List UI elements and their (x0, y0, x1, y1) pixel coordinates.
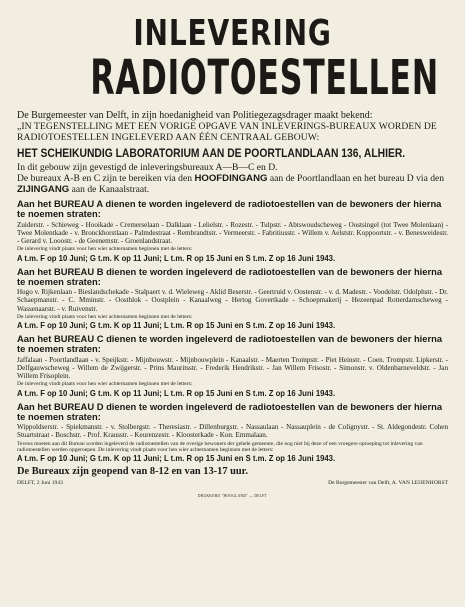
bureau-a-note: De inlevering vindt plaats voor hen wier achternamen beginnen met de letters: (17, 246, 193, 253)
bureau-b-heading: Aan het BUREAU B dienen te worden ingeleverd de radiotoestellen van de bewoners der hierna te noemen straten: (17, 265, 443, 287)
location-heading: HET SCHEIKUNDIG LABORATORIUM AAN DE POORTLANDLAAN 136, ALHIER. (17, 146, 406, 160)
bureau-d-note: Tevens moeten aan dit Bureau worden ingeleverd de radiotoestellen van de overige bewoners der gehele gemeente, die nog niet bij deze of een vroegere oproeping tot inlevering van radiotoestellen werden opgeroepen. De inlevering vindt plaats voor hen wier achternamen beginnen met de letters: (17, 440, 423, 453)
printer-credit: DRUKKERIJ "HOOGLAND" — DELFT (197, 494, 268, 499)
title-line-2: RADIOTOESTELLEN (90, 50, 439, 106)
bureau-b-section (17, 267, 448, 331)
bureau-c-note: De inlevering vindt plaats voor hen wier achternamen beginnen met de letters: (17, 381, 193, 388)
bureau-d-streets: Wippoldserstr. - Spiekmanstr. - v. Stolbergstr. - Theresiastr. - Dillenburgstr. - Nassaulaan - Nassauplein - de Colignystr. - St. Aldegondestr. Cohen Stuartstraat - Boschstr. - Prof. Krausstr. - Keurenzestr. - Kloosterkade - Kon. Emmalaan. (17, 423, 448, 440)
bureau-b-schedule: A t.m. F op 10 Juni; G t.m. K op 11 Juni; L t.m. R op 15 Juni en S t.m. Z op 16 Juni 1943. (17, 320, 336, 330)
bureau-b-note: De inlevering vindt plaats voor hen wier achternamen beginnen met de letters: (17, 313, 193, 320)
announcement-text: „IN TEGENSTELLING MET EEN VORIGE OPGAVE VAN INLEVERINGS-BUREAUX WORDEN DE RADIOTOESTELLEN INGELEVERD AAN ÉÉN CENTRAAL GEBOUW: (17, 121, 437, 143)
bureau-c-streets: Jaffalaan - Poortlandlaan - v. Speijkstr. - Mijnbouwstr. - Mijnbouwplein - Kanaalstr. - Maerten Trompstr. - Piet Heinstr. - Coen. Trompstr. Lipkerstr. - Delfgauwscheweg - Willem de Zwijgerstr. - Prins Mauritsstr. - Frederik Hendrikstr. - Jan Willem Frisostr. - Simonstr. v. Oldenbarneveldstr. - Jan Willem Frisoplein. (17, 355, 448, 380)
zijingang-label: ZIJINGANG (17, 184, 70, 195)
bureau-d-heading: Aan het BUREAU D dienen te worden ingeleverd de radiotoestellen van de bewoners der hierna te noemen straten: (17, 400, 443, 422)
access-part-1: De bureaux A-B en C zijn te bereiken via den (17, 173, 195, 184)
hoofdingang-label: HOOFDINGANG (194, 173, 268, 184)
footer-date: DELFT, 2 Juni 1943 (17, 480, 63, 487)
access-text (17, 173, 448, 195)
bureau-c-section (17, 334, 448, 398)
bureau-c-schedule: A t.m. F op 10 Juni; G t.m. K op 11 Juni; L t.m. R op 15 Juni en S t.m. Z op 16 Juni 1943. (17, 387, 336, 398)
bureau-c-heading: Aan het BUREAU C dienen te worden ingeleverd de radiotoestellen van de bewoners der hierna te noemen straten: (17, 333, 443, 355)
access-part-2: aan de Poortlandlaan en het bureau D via den (267, 173, 445, 184)
bureau-a-schedule: A t.m. F op 10 Juni; G t.m. K op 11 Juni; L t.m. R op 15 Juni en S t.m. Z op 16 Juni 1943. (17, 252, 336, 263)
footer-signature: De Burgemeester van Delft, A. VAN LEIJENHORST (328, 480, 448, 487)
bureau-a-streets: Zuiderstr. - Schieweg - Hooikade - Cremerselaan - Dalklaan - Lelielstr. - Rozestr. - Tulpstr. - Abtswoudscheweg - Oostsingel (tot Twee Molenlaan) - Twee Molentkade - v. Bronckhorstlaan - Palmdestraat - Rembrandtstr. - Vermeerstr. - Fabritiusstr. - Willem v. Aelststr. Koppoortstr. - v. Benesweidestr. - Gerard v. Looostr. - de Geenemstr. - Groenlandstraat. (17, 220, 448, 245)
access-part-3: aan de Kanaalstraat. (69, 184, 150, 195)
bureau-a-section (17, 199, 448, 263)
bureaus-line: In dit gebouw zijn gevestigd de inleveringsbureaux A—B—C en D. (17, 162, 278, 173)
opening-hours: De Bureaux zijn geopend van 8-12 en van 13-17 uur. (17, 466, 248, 478)
bureau-d-schedule: A t.m. F op 10 Juni; G t.m. K op 11 Juni; L t.m. R op 15 Juni en S t.m. Z op 16 Juni 1943. (17, 453, 336, 464)
bureau-d-section (17, 402, 448, 464)
bureau-b-streets: Hugo v. Rijkenlaan - Bieslandschekade - Stalpaert v. d. Wieleweg - Aklid Beserstr. - Geertruid v. Oostenstr. - v. d. Madestr. - Voodelstr. Odolphstr. - Dr. Schaepmanstr. - C. Mminstr. - Oosthlok - Oostplein - Kanaalweg - Hertog Govertkade - Schoepmakerij - Hezeenpad Rotterdamscheweg - Wassenaarstr. - v. Ruivenstr. (17, 288, 448, 313)
intro-text: De Burgemeester van Delft, in zijn hoedanigheid van Politiegezagsdrager maakt bekend: (17, 110, 373, 121)
bureau-a-heading: Aan het BUREAU A dienen te worden ingeleverd de radiotoestellen van de bewoners der hierna te noemen straten: (17, 198, 442, 220)
title-line-1: INLEVERING (133, 13, 332, 54)
footer (17, 480, 448, 487)
